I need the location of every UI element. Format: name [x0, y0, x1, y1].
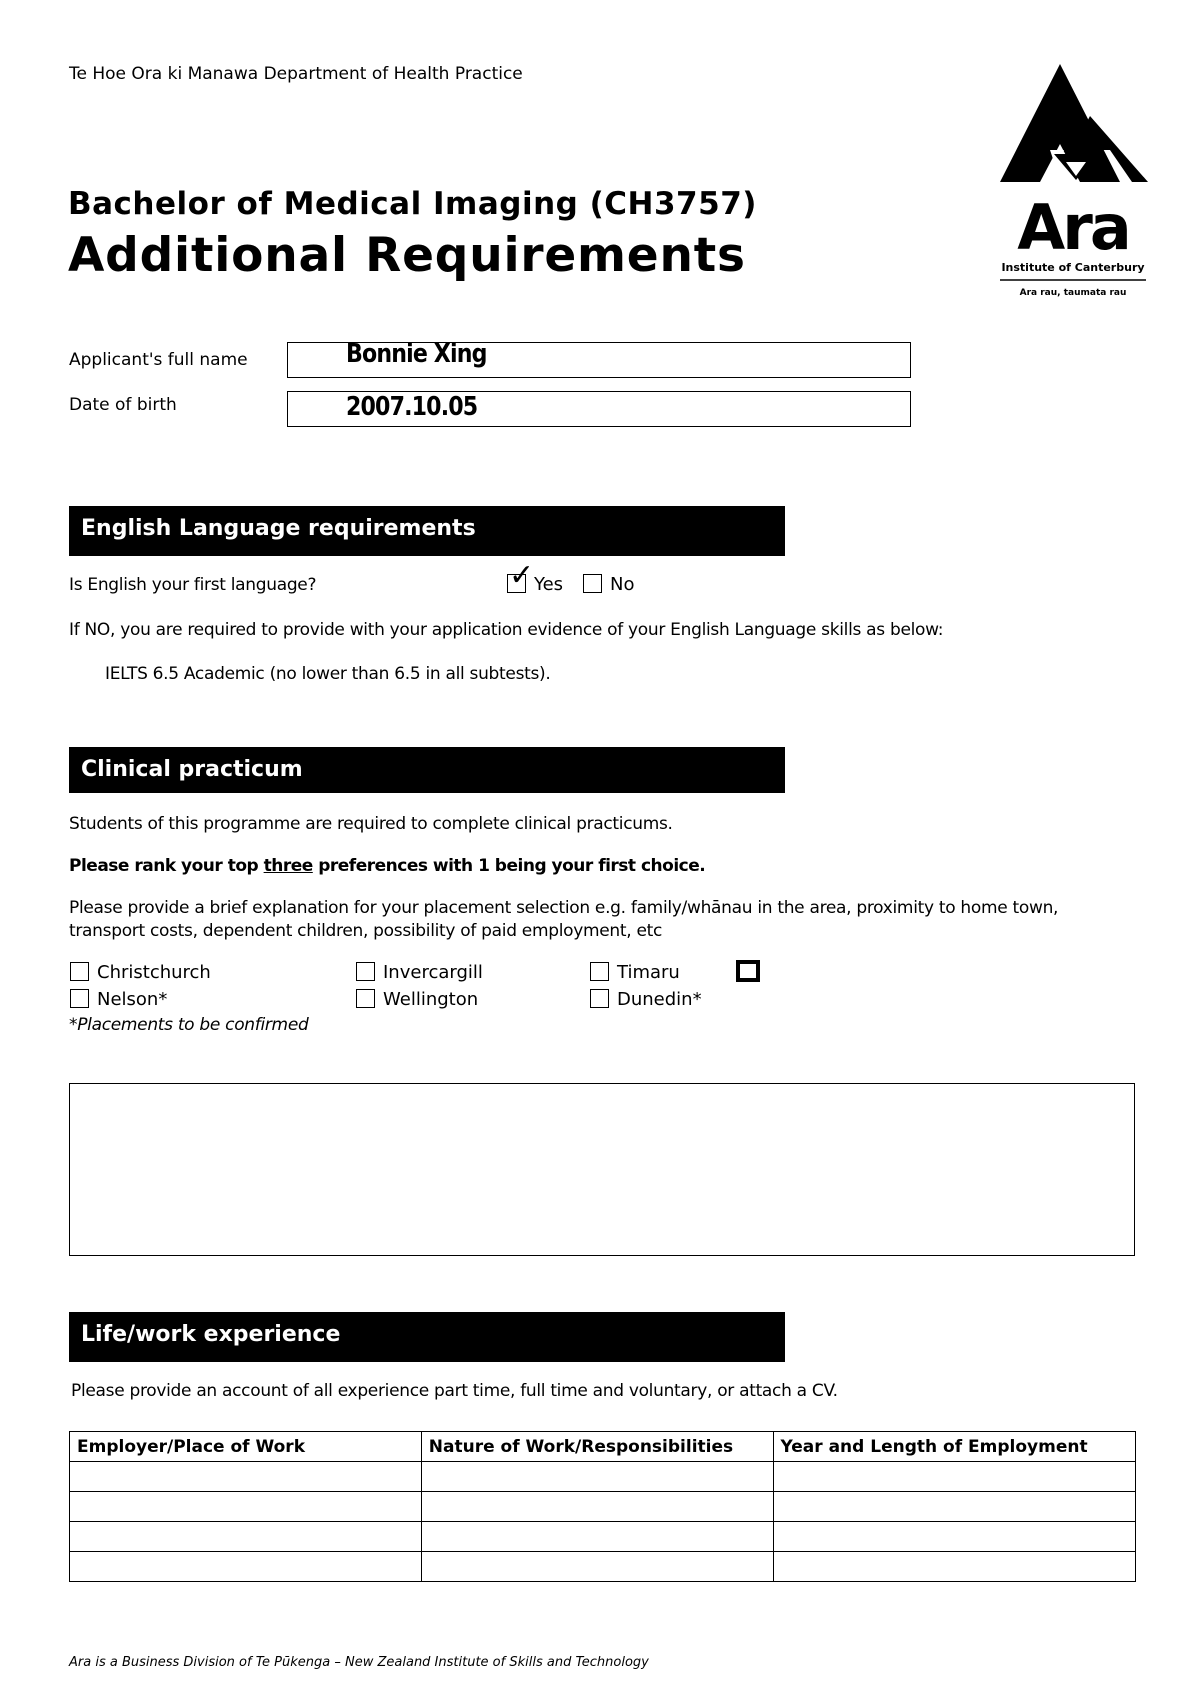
location-label: Christchurch: [97, 962, 211, 983]
location-label: Invercargill: [383, 962, 483, 983]
logo-tagline: Institute of Canterbury: [1001, 261, 1145, 274]
logo-motto: Ara rau, taumata rau: [1019, 288, 1127, 298]
dob-value: 2007.10.05: [346, 392, 478, 422]
table-cell[interactable]: [421, 1462, 773, 1492]
checkbox[interactable]: [70, 989, 89, 1008]
rank-text-pre: Please rank your top: [69, 856, 264, 876]
table-cell[interactable]: [70, 1462, 422, 1492]
department-name: Te Hoe Ora ki Manawa Department of Health Practice: [69, 64, 523, 84]
table-row: [70, 1492, 1136, 1522]
yes-option[interactable]: [507, 558, 564, 595]
table-cell[interactable]: [773, 1492, 1135, 1522]
table-cell[interactable]: [70, 1552, 422, 1582]
english-section-heading: English Language requirements: [69, 506, 785, 556]
placements-note: *Placements to be confirmed: [69, 1015, 309, 1035]
checkbox[interactable]: [70, 962, 89, 981]
column-header: Employer/Place of Work: [70, 1432, 422, 1462]
page-title: Additional Requirements: [68, 228, 746, 283]
work-section-heading: Life/work experience: [69, 1312, 785, 1362]
rank-text-post: preferences with 1 being your first choice.: [312, 856, 706, 876]
table-row: [70, 1522, 1136, 1552]
ara-logo: [998, 64, 1148, 304]
dob-label: Date of birth: [69, 395, 177, 415]
location-label: Timaru: [617, 962, 680, 983]
english-question: Is English your first language?: [69, 575, 317, 595]
column-header: Year and Length of Employment: [773, 1432, 1135, 1462]
location-label: Wellington: [383, 989, 479, 1010]
extra-checkbox[interactable]: [736, 960, 760, 982]
location-nelson[interactable]: [70, 989, 167, 1010]
programme-subtitle: Bachelor of Medical Imaging (CH3757): [68, 186, 757, 222]
table-row: [70, 1552, 1136, 1582]
checkbox[interactable]: [356, 989, 375, 1008]
table-cell[interactable]: [70, 1522, 422, 1552]
clinical-intro: Students of this programme are required to complete clinical practicums.: [69, 814, 673, 834]
work-experience-table: [69, 1431, 1136, 1582]
table-cell[interactable]: [773, 1522, 1135, 1552]
rank-instruction: [69, 856, 705, 876]
table-cell[interactable]: [421, 1552, 773, 1582]
name-label: Applicant's full name: [69, 350, 248, 370]
no-option[interactable]: [583, 574, 634, 595]
location-invercargill[interactable]: [356, 962, 483, 983]
work-instruction: Please provide an account of all experience part time, full time and voluntary, or attach a CV.: [71, 1381, 838, 1401]
column-header: Nature of Work/Responsibilities: [421, 1432, 773, 1462]
name-field[interactable]: [287, 339, 911, 378]
no-label: No: [610, 574, 635, 595]
yes-checkbox[interactable]: [507, 558, 535, 593]
dob-field[interactable]: [287, 391, 911, 427]
location-timaru[interactable]: [590, 962, 680, 983]
table-header-row: [70, 1432, 1136, 1462]
checkbox[interactable]: [590, 962, 609, 981]
no-checkbox[interactable]: [583, 574, 602, 593]
ielts-requirement: IELTS 6.5 Academic (no lower than 6.5 in all subtests).: [105, 664, 551, 684]
explain-line-1: Please provide a brief explanation for your placement selection e.g. family/whānau in the area, proximity to home town,: [69, 898, 1059, 918]
placement-explanation-field[interactable]: [69, 1083, 1135, 1256]
table-cell[interactable]: [70, 1492, 422, 1522]
explain-line-2: transport costs, dependent children, possibility of paid employment, etc: [69, 921, 663, 941]
table-cell[interactable]: [421, 1522, 773, 1552]
clinical-section-heading: Clinical practicum: [69, 747, 785, 793]
table-cell[interactable]: [421, 1492, 773, 1522]
location-christchurch[interactable]: [70, 962, 211, 983]
footer-text: Ara is a Business Division of Te Pūkenga – New Zealand Institute of Skills and Technology: [69, 1655, 649, 1670]
english-instruction: If NO, you are required to provide with your application evidence of your English Language skills as below:: [69, 620, 944, 640]
yes-label: Yes: [534, 574, 564, 595]
rank-text-underlined: three: [263, 856, 313, 876]
location-wellington[interactable]: [356, 989, 478, 1010]
checkbox[interactable]: [356, 962, 375, 981]
table-row: [70, 1462, 1136, 1492]
checkbox[interactable]: [590, 989, 609, 1008]
ara-logo-mark-icon: [998, 64, 1148, 304]
checkmark-icon: ✓: [509, 558, 535, 593]
location-dunedin[interactable]: [590, 989, 702, 1010]
table-cell[interactable]: [773, 1552, 1135, 1582]
location-label: Nelson*: [97, 989, 168, 1010]
name-value: Bonnie Xing: [346, 339, 487, 369]
logo-wordmark: Ara: [1017, 191, 1129, 264]
table-cell[interactable]: [773, 1462, 1135, 1492]
location-label: Dunedin*: [617, 989, 702, 1010]
